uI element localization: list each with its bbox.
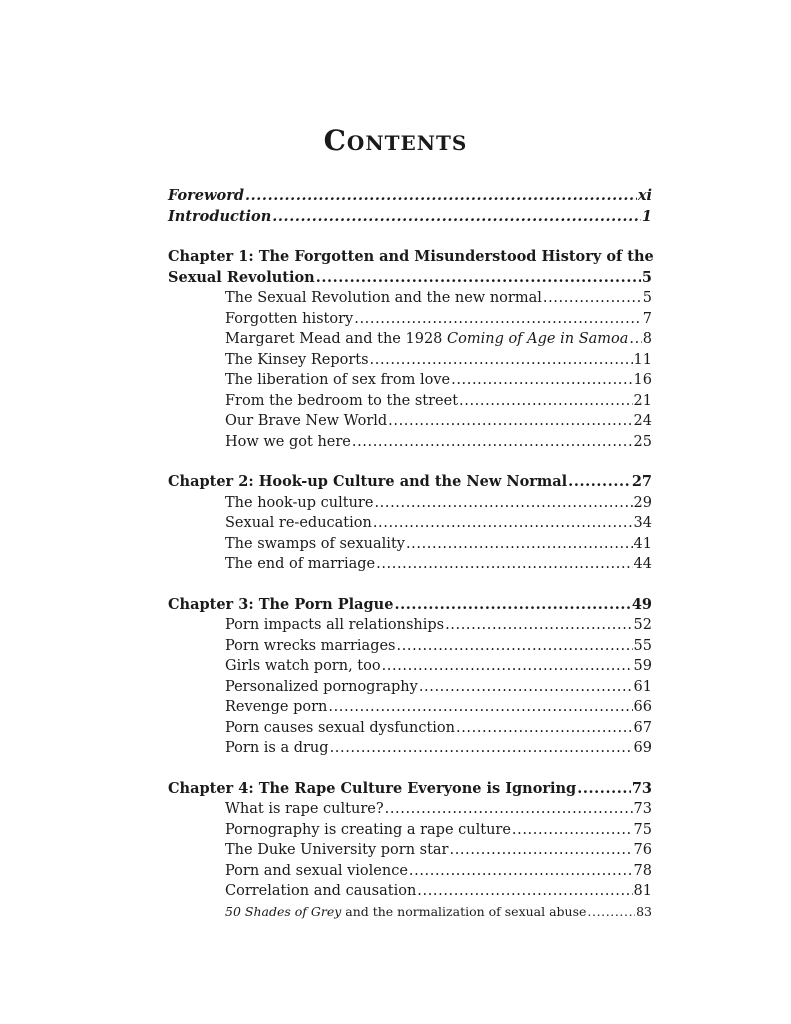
entry-label: The Duke University porn star xyxy=(225,842,449,858)
toc-entry-section[interactable] xyxy=(168,493,652,514)
dot-leader xyxy=(397,636,633,657)
entry-page: 34 xyxy=(633,515,652,531)
toc-entry-section[interactable] xyxy=(168,513,652,534)
entry-page: 69 xyxy=(633,740,652,756)
entry-page: 55 xyxy=(633,637,652,654)
chapter-3 xyxy=(168,595,652,759)
chapter-2 xyxy=(168,472,652,575)
dot-leader xyxy=(245,186,637,207)
entry-label-text: Margaret Mead and the 1928 xyxy=(225,331,448,347)
chapter-4 xyxy=(168,779,652,923)
entry-page: 49 xyxy=(631,595,652,613)
toc-entry-introduction[interactable] xyxy=(168,207,652,228)
toc-entry-section[interactable] xyxy=(168,309,652,330)
dot-leader xyxy=(629,329,641,350)
dot-leader xyxy=(370,350,633,371)
entry-page: 8 xyxy=(642,331,652,347)
entry-label: The Sexual Revolution and the new normal xyxy=(225,290,542,306)
toc-entry-section[interactable] xyxy=(168,677,652,698)
entry-label: What is rape culture? xyxy=(225,801,384,817)
toc-entry-section[interactable] xyxy=(168,881,652,902)
entry-page: 73 xyxy=(633,801,652,817)
entry-label: Forgotten history xyxy=(225,310,354,327)
dot-leader xyxy=(419,677,633,698)
entry-page: 83 xyxy=(636,903,652,919)
toc-entry-section[interactable] xyxy=(168,738,652,759)
toc-entry-section[interactable] xyxy=(168,370,652,391)
entry-page: 27 xyxy=(631,473,652,490)
dot-leader xyxy=(543,288,642,309)
dot-leader xyxy=(388,411,632,432)
entry-page: 25 xyxy=(633,433,652,450)
dot-leader xyxy=(445,615,632,636)
dot-leader xyxy=(451,370,632,391)
dot-leader xyxy=(456,718,633,739)
toc-entry-section[interactable] xyxy=(168,350,652,371)
dot-leader xyxy=(374,493,632,514)
dot-leader xyxy=(406,534,633,555)
entry-label: Porn and sexual violence xyxy=(225,862,408,879)
entry-page: 5 xyxy=(642,290,652,306)
entry-label: The hook-up culture xyxy=(225,494,374,511)
entry-label: How we got here xyxy=(225,433,351,450)
entry-page: 76 xyxy=(633,842,652,858)
entry-page: 75 xyxy=(633,821,652,838)
entry-label xyxy=(225,902,586,923)
entry-page: 59 xyxy=(633,658,652,674)
entry-label: Introduction xyxy=(168,207,272,225)
chapter-heading-line: Chapter 1: The Forgotten and Misunderstood History of the xyxy=(168,248,654,265)
entry-page: 61 xyxy=(633,678,652,695)
dot-leader xyxy=(328,697,632,718)
entry-label: The swamps of sexuality xyxy=(225,535,405,552)
toc-entry-section[interactable] xyxy=(168,636,652,657)
toc-entry-section[interactable] xyxy=(168,615,652,636)
entry-page: 21 xyxy=(633,392,652,409)
dot-leader xyxy=(449,840,632,861)
entry-label: Chapter 4: The Rape Culture Everyone is Ignoring xyxy=(168,779,577,797)
dot-leader xyxy=(382,656,633,677)
entry-label: Our Brave New World xyxy=(225,413,388,429)
dot-leader xyxy=(352,432,633,453)
dot-leader xyxy=(394,595,630,616)
dot-leader xyxy=(376,554,632,575)
entry-page: 16 xyxy=(633,372,652,388)
entry-label: Correlation and causation xyxy=(225,883,417,899)
entry-label: Foreword xyxy=(168,187,244,204)
entry-label: Porn is a drug xyxy=(225,740,329,756)
entry-label: The liberation of sex from love xyxy=(225,372,451,388)
toc-entry-chapter-1[interactable] xyxy=(168,268,652,289)
toc-entry-section[interactable] xyxy=(168,799,652,820)
toc-entry-section[interactable] xyxy=(168,656,652,677)
entry-label: The end of marriage xyxy=(225,556,376,572)
toc-entry-section[interactable] xyxy=(168,411,652,432)
entry-page: 24 xyxy=(633,413,652,429)
toc-entry-section[interactable] xyxy=(168,329,652,350)
entry-page: 41 xyxy=(633,535,652,552)
toc-entry-section[interactable] xyxy=(168,554,652,575)
entry-page: 44 xyxy=(633,556,652,572)
toc-entry-section[interactable] xyxy=(168,820,652,841)
entry-page: 5 xyxy=(641,268,652,286)
dot-leader xyxy=(577,779,631,800)
entry-page: 81 xyxy=(633,883,652,899)
dot-leader xyxy=(587,902,635,923)
dot-leader xyxy=(373,513,633,534)
entry-label: Porn causes sexual dysfunction xyxy=(225,719,455,736)
entry-label: From the bedroom to the street xyxy=(225,392,459,409)
entry-label: Chapter 2: Hook-up Culture and the New Normal xyxy=(168,473,568,490)
chapter-1 xyxy=(168,247,652,452)
dot-leader xyxy=(385,799,633,820)
entry-page: 78 xyxy=(633,862,652,879)
toc-entry-section[interactable] xyxy=(168,697,652,718)
entry-page: 11 xyxy=(633,351,652,368)
book-title: 50 Shades of Grey xyxy=(225,903,342,919)
toc-entry-chapter-2[interactable] xyxy=(168,472,652,493)
page-title: Contents xyxy=(323,124,468,157)
entry-label: Sexual Revolution xyxy=(168,268,315,286)
entry-label: Girls watch porn, too xyxy=(225,658,381,674)
entry-page: xi xyxy=(637,187,652,204)
entry-label xyxy=(225,329,628,350)
dot-leader xyxy=(272,207,641,228)
toc-entry-section[interactable] xyxy=(168,534,652,555)
entry-page: 67 xyxy=(633,719,652,736)
toc-entry-section[interactable] xyxy=(168,861,652,882)
entry-label: Revenge porn xyxy=(225,699,328,715)
toc-entry-section[interactable] xyxy=(168,718,652,739)
entry-label: The Kinsey Reports xyxy=(225,351,369,368)
entry-page: 52 xyxy=(633,617,652,633)
entry-page: 29 xyxy=(633,494,652,511)
book-title: Coming of Age in Samoa xyxy=(447,331,629,347)
dot-leader xyxy=(417,881,632,902)
toc-entry-section[interactable] xyxy=(168,391,652,412)
entry-label: Chapter 3: The Porn Plague xyxy=(168,595,394,613)
dot-leader xyxy=(568,472,631,493)
toc-entry-section[interactable] xyxy=(168,840,652,861)
table-of-contents xyxy=(168,186,652,922)
dot-leader xyxy=(316,268,641,289)
dot-leader xyxy=(354,309,642,330)
dot-leader xyxy=(512,820,633,841)
entry-label-text: and the normalization of sexual abuse xyxy=(341,903,587,919)
toc-entry-section[interactable] xyxy=(168,288,652,309)
entry-page: 73 xyxy=(631,779,652,797)
toc-entry-chapter-4[interactable] xyxy=(168,779,652,800)
entry-label: Pornography is creating a rape culture xyxy=(225,821,511,838)
toc-entry-section[interactable] xyxy=(168,902,652,923)
entry-page: 1 xyxy=(641,207,652,225)
toc-entry-section[interactable] xyxy=(168,432,652,453)
entry-label: Personalized pornography xyxy=(225,678,418,695)
entry-label: Porn wrecks marriages xyxy=(225,637,396,654)
toc-entry-chapter-3[interactable] xyxy=(168,595,652,616)
dot-leader xyxy=(459,391,633,412)
entry-page: 7 xyxy=(642,310,652,327)
entry-label: Porn impacts all relationships xyxy=(225,617,445,633)
dot-leader xyxy=(409,861,633,882)
dot-leader xyxy=(330,738,633,759)
toc-entry-foreword[interactable] xyxy=(168,186,652,207)
entry-label: Sexual re-education xyxy=(225,515,372,531)
entry-page: 66 xyxy=(633,699,652,715)
